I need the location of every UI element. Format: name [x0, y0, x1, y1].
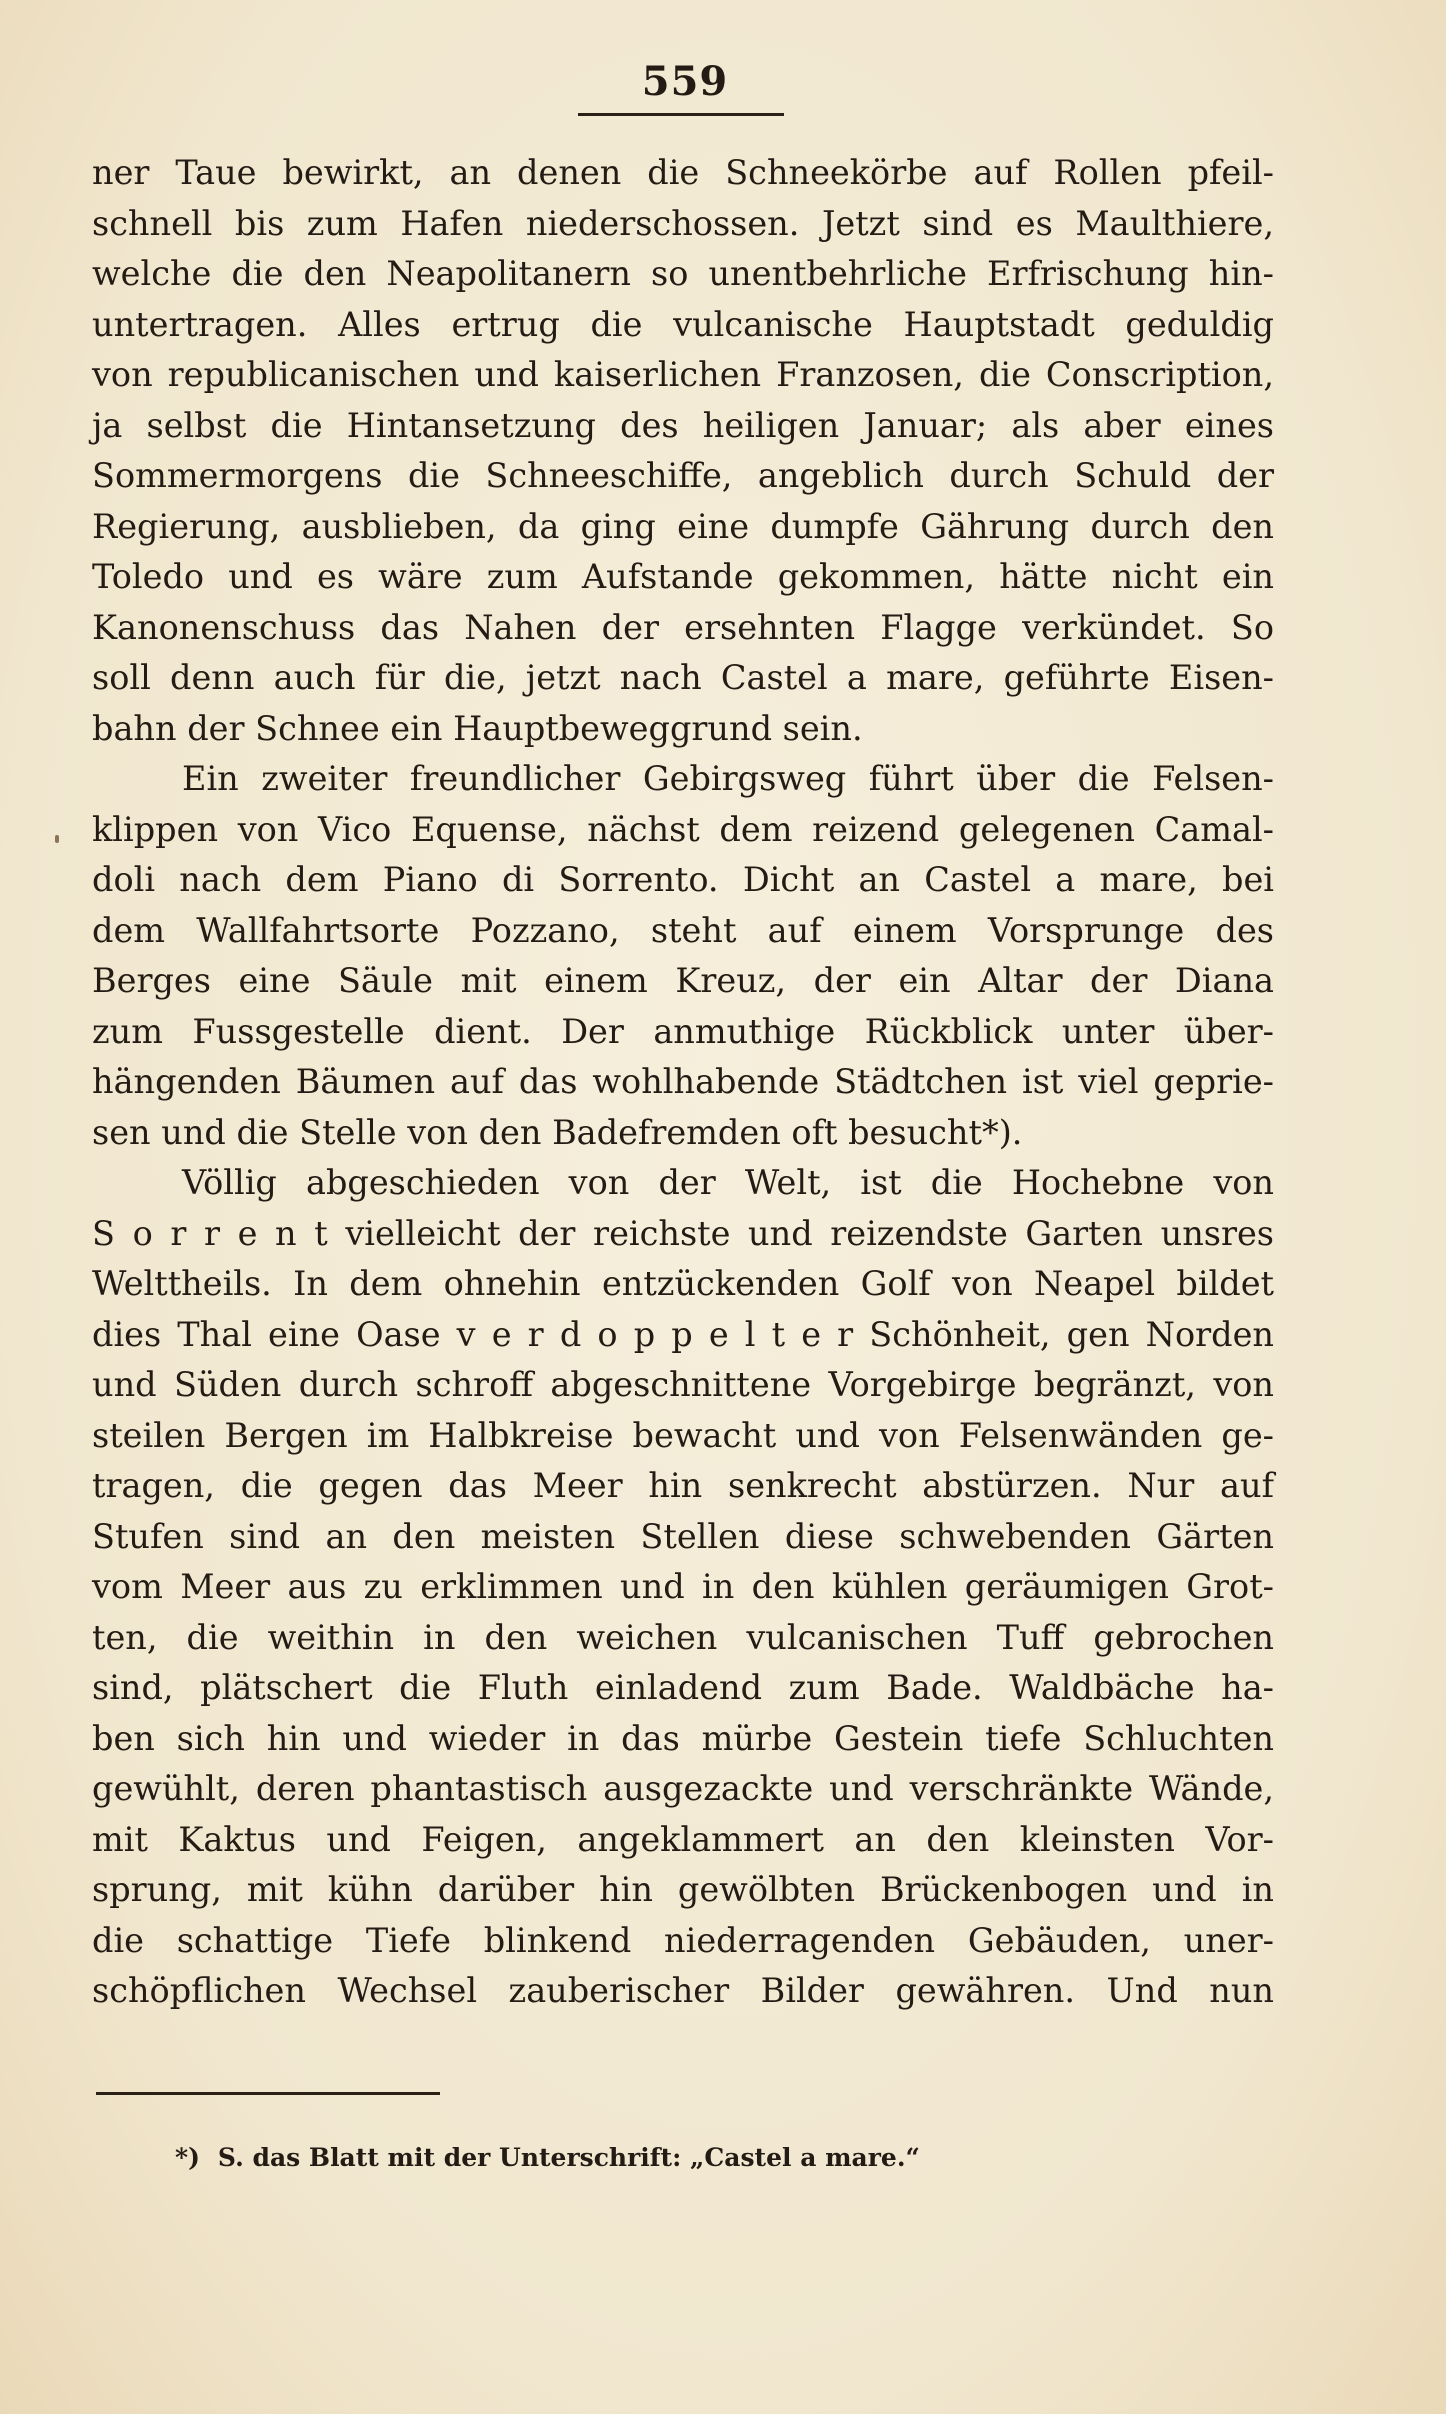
text-line: schöpflichen Wechsel zauberischer Bilder gewähren. Und nun [92, 1971, 1274, 2010]
text-line: Ein zweiter freundlicher Gebirgsweg führt über die Felsen- [182, 759, 1274, 798]
text-line: gewühlt, deren phantastisch ausgezackte und verschränkte Wände, [92, 1769, 1274, 1808]
text-line: ja selbst die Hintansetzung des heiligen Januar; als aber eines [92, 405, 1274, 445]
page-number-rule [578, 113, 784, 116]
text-line: Stufen sind an den meisten Stellen diese schwebenden Gärten [92, 1516, 1274, 1556]
text-line: Kanonenschuss das Nahen der ersehnten Flagge verkündet. So [92, 607, 1274, 647]
text-line: dem Wallfahrtsorte Pozzano, steht auf einem Vorsprunge des [92, 910, 1274, 950]
text-line: Sommermorgens die Schneeschiffe, angeblich durch Schuld der [92, 456, 1274, 495]
text-line: ben sich hin und wieder in das mürbe Gestein tiefe Schluchten [92, 1718, 1274, 1758]
text-line: zum Fussgestelle dient. Der anmuthige Rückblick unter über- [92, 1011, 1274, 1051]
text-line: sen und die Stelle von den Badefremden oft besucht*). [92, 1112, 1023, 1152]
text-line: schnell bis zum Hafen niederschossen. Jetzt sind es Maulthiere, [92, 203, 1274, 243]
text-line: die schattige Tiefe blinkend niederragenden Gebäuden, uner- [92, 1920, 1274, 1960]
text-line: bahn der Schnee ein Hauptbeweggrund sein. [92, 708, 863, 748]
text-line: Welttheils. In dem ohnehin entzückenden Golf von Neapel bildet [92, 1264, 1274, 1303]
text-line: klippen von Vico Equense, nächst dem reizend gelegenen Camal- [92, 809, 1274, 849]
text-line: tragen, die gegen das Meer hin senkrecht abstürzen. Nur auf [92, 1466, 1274, 1505]
text-line: welche die den Neapolitanern so unentbehrliche Erfrischung hin- [92, 254, 1274, 293]
footnote-text: S. das Blatt mit der Unterschrift: „Castel a mare.“ [217, 2143, 920, 2172]
text-line: Berges eine Säule mit einem Kreuz, der ein Altar der Diana [92, 961, 1274, 1000]
page-number: 559 [641, 58, 729, 105]
text-line: soll denn auch für die, jetzt nach Castel a mare, geführte Eisen- [92, 658, 1274, 697]
text-line: sprung, mit kühn darüber hin gewölbten Brückenbogen und in [92, 1870, 1274, 1909]
footnote-marker: *) [175, 2143, 200, 2172]
text-line: Toledo und es wäre zum Aufstande gekommen, hätte nicht ein [92, 557, 1274, 596]
text-line: mit Kaktus und Feigen, angeklammert an den kleinsten Vor- [92, 1819, 1274, 1859]
text-line: dies Thal eine Oase v e r d o p p e l t e r Schönheit, gen Norden [92, 1314, 1274, 1354]
text-line: sind, plätschert die Fluth einladend zum Bade. Waldbäche ha- [92, 1668, 1274, 1707]
footnote [175, 2138, 920, 2178]
text-line: untertragen. Alles ertrug die vulcanische Hauptstadt geduldig [92, 304, 1274, 344]
text-line: hängenden Bäumen auf das wohlhabende Städtchen ist viel geprie- [92, 1062, 1274, 1101]
text-line: und Süden durch schroff abgeschnittene Vorgebirge begränzt, von [92, 1365, 1274, 1404]
text-line: Völlig abgeschieden von der Welt, ist die Hochebne von [182, 1163, 1274, 1202]
text-line: S o r r e n t vielleicht der reichste und reizendste Garten unsres [92, 1213, 1274, 1253]
text-line: vom Meer aus zu erklimmen und in den kühlen geräumigen Grot- [92, 1567, 1274, 1606]
text-line: doli nach dem Piano di Sorrento. Dicht an Castel a mare, bei [92, 860, 1274, 899]
text-line: ten, die weithin in den weichen vulcanischen Tuff gebrochen [92, 1617, 1274, 1657]
text-line: steilen Bergen im Halbkreise bewacht und von Felsenwänden ge- [92, 1415, 1274, 1455]
body-text [92, 148, 1274, 2048]
text-line: Regierung, ausblieben, da ging eine dumpfe Gährung durch den [92, 506, 1274, 546]
text-line: von republicanischen und kaiserlichen Franzosen, die Conscription, [92, 355, 1274, 394]
footnote-rule [96, 2092, 440, 2095]
paper-speck [55, 835, 59, 843]
text-line: ner Taue bewirkt, an denen die Schneekörbe auf Rollen pfeil- [92, 153, 1274, 192]
